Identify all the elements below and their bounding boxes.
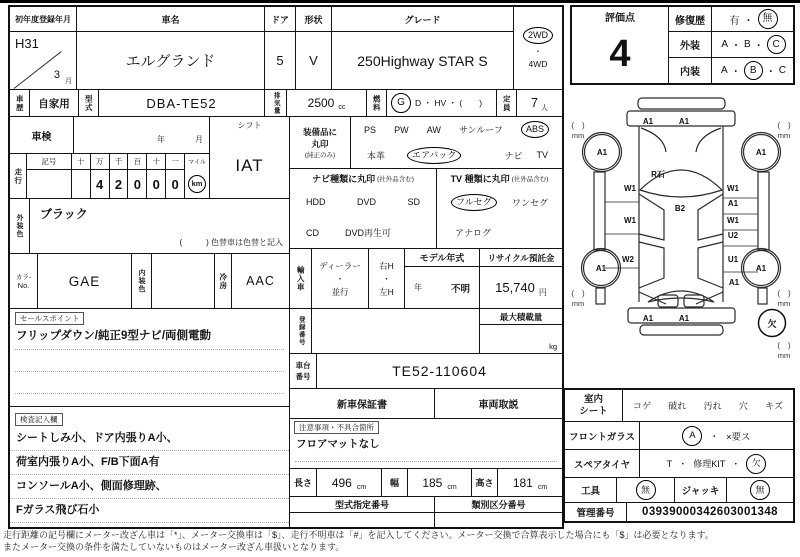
shaken-label: 車検 — [10, 117, 74, 154]
equipment-label-2: 丸印 — [311, 139, 329, 149]
history-value: 自家用 — [30, 90, 79, 117]
diagram-mark: W1 — [727, 184, 739, 193]
sales-point-cell — [10, 309, 290, 407]
aircon-label: 冷房 — [215, 254, 232, 309]
car-diagram-svg — [570, 90, 793, 385]
length-cell — [317, 469, 382, 497]
chassis-label-1: 車台 — [295, 361, 311, 370]
shaken-year-unit: 年 — [157, 135, 165, 144]
import-option: ディーラー — [319, 260, 361, 271]
recycle-cell — [480, 249, 562, 309]
drive-other: 4WD — [528, 59, 548, 69]
model-year-unit: 年 — [414, 283, 422, 292]
shape-label: 形状 — [296, 7, 331, 32]
diagram-mark: A1 — [642, 314, 654, 323]
diagram-mark: W2 — [622, 255, 634, 264]
front-glass-grade-circled: A — [682, 426, 702, 446]
diagram-mark: A1 — [755, 148, 767, 157]
diagram-mark: A1 — [755, 264, 767, 273]
displacement-value: 2500 — [307, 96, 335, 110]
seat-items — [623, 390, 793, 422]
tv-item: ワンセグ — [511, 197, 548, 208]
equipment-label-cell — [290, 117, 351, 169]
nav-item: HDD — [306, 197, 326, 208]
import-dealer-cell — [312, 249, 369, 309]
type-no-cell — [290, 497, 435, 527]
diagram-mark: U2 — [727, 231, 739, 240]
spare-tire-value — [640, 450, 793, 478]
nav-item: DVD再生可 — [345, 228, 392, 239]
grade-cell — [332, 7, 514, 90]
mileage-sign — [27, 170, 71, 198]
class-no-cell — [435, 497, 562, 527]
import-option: 並行 — [331, 286, 349, 297]
import-handle-cell — [369, 249, 405, 309]
dot: ・ — [335, 273, 345, 284]
fuel-cell — [387, 90, 497, 117]
model-year-value: 不明 — [450, 283, 470, 295]
model-year-label: モデル年式 — [405, 249, 479, 267]
recycle-value: 15,740 — [495, 280, 535, 295]
aircon-value: AAC — [232, 254, 290, 309]
handle-option: 右H — [379, 260, 394, 271]
color-no-label-2: No. — [17, 281, 30, 290]
diagram-mark: ( ) — [777, 121, 791, 130]
equipment-sub: (純正のみ) — [304, 152, 336, 159]
model-code-value: DBA-TE52 — [99, 90, 265, 117]
diagram-mark: ( ) — [777, 341, 791, 350]
notes-label: 注意事項・不具合箇所 — [294, 421, 379, 434]
tv-type-cell — [437, 169, 562, 249]
drive-selected: 2WD — [523, 27, 553, 44]
capacity-cell — [517, 90, 562, 117]
tools-label: 工具 — [565, 478, 617, 503]
spare-option: 修理KIT — [693, 459, 726, 469]
management-no-value: 03939000342603001348 — [642, 506, 778, 518]
mileage-digit: 0 — [152, 176, 160, 192]
seat-item: キズ — [765, 401, 783, 411]
spare-option: T — [666, 458, 673, 469]
mileage-col-header: 一 — [166, 154, 184, 170]
missing-part-mark: 欠 — [767, 319, 777, 329]
sales-point-label: セールスポイント — [15, 312, 84, 325]
seat-item: 破れ — [668, 401, 687, 411]
grade-option: B — [744, 39, 751, 50]
length-value: 496 — [331, 475, 352, 490]
management-no-label: 管理番号 — [565, 503, 627, 521]
dot: ・ — [709, 431, 719, 443]
model-code-label: 型式 — [79, 90, 99, 117]
equipment-item: サンルーフ — [458, 125, 503, 136]
inspection-line: 荷室内張りA小、F/B下面A有 — [10, 451, 289, 475]
condition-table — [563, 388, 795, 523]
repair-no-circled: 無 — [758, 9, 778, 29]
jack-label: ジャッキ — [675, 478, 727, 503]
mileage-col-header: 十 — [72, 154, 90, 170]
chassis-value: TE52-110604 — [317, 354, 562, 389]
evaluation-score: 4 — [609, 32, 631, 75]
nav-type-cell — [290, 169, 437, 249]
equipment-items-cell — [351, 117, 562, 169]
length-unit: cm — [356, 483, 367, 491]
diagram-mark: A1 — [595, 264, 607, 273]
shaken-value — [74, 117, 210, 154]
seat-label-1: 室内 — [583, 394, 603, 406]
mileage-digit: 2 — [114, 176, 123, 192]
car-name-value: エルグランド — [125, 53, 216, 70]
diagram-mark: A1 — [678, 314, 690, 323]
capacity-unit: 人 — [540, 104, 548, 112]
color-no-label — [10, 254, 38, 309]
chassis-label-2: 番号 — [295, 372, 311, 381]
seat-item: 汚れ — [703, 401, 722, 411]
mileage-digit: 0 — [133, 176, 141, 192]
history-label: 車歴 — [10, 90, 30, 117]
manual-cell: 車両取説 — [435, 389, 562, 419]
diagram-mark: U1 — [727, 255, 739, 264]
tv-header: TV 種類に丸印 — [450, 173, 510, 184]
jack-value-circled: 無 — [750, 480, 770, 500]
top-bar — [0, 0, 800, 3]
exterior-grade-circled: C — [767, 35, 786, 54]
diagram-mark: mm — [777, 351, 791, 360]
handle-option: 左H — [379, 286, 394, 297]
tv-item-circled: フルセグ — [451, 194, 497, 211]
diagram-mark: ( ) — [571, 121, 585, 130]
mileage-grid — [27, 154, 210, 199]
equipment-item: PW — [394, 124, 409, 135]
first-registration-label: 初年度登録年月 — [10, 7, 76, 32]
dot: ・ — [731, 459, 741, 469]
width-unit: cm — [447, 483, 457, 491]
tv-item: アナログ — [455, 228, 492, 239]
mileage-col-header: 千 — [110, 154, 128, 170]
tv-sub: (社外品含む) — [511, 175, 549, 183]
dot: ・ — [765, 67, 776, 78]
max-load-cell — [480, 309, 562, 354]
shift-value: IAT — [235, 155, 264, 175]
interior-grade-circled: B — [744, 61, 763, 80]
displacement-label: 排気量 — [265, 90, 287, 117]
repair-history-value — [712, 7, 795, 32]
exterior-grade-label: 外装 — [669, 32, 712, 58]
diagram-mark: A1 — [596, 148, 608, 157]
repair-history-label: 修復歴 — [669, 7, 712, 32]
warranty-cell: 新車保証書 — [290, 389, 435, 419]
height-label: 高さ — [472, 469, 498, 497]
footnote — [3, 529, 798, 553]
registration-no-value — [312, 309, 480, 354]
door-cell — [265, 7, 296, 90]
shape-cell — [296, 7, 332, 90]
diagram-mark: mm — [571, 299, 585, 308]
interior-color-value — [152, 254, 215, 309]
shape-value: V — [309, 53, 318, 68]
fuel-selected: G — [391, 93, 411, 113]
tools-value — [617, 478, 675, 503]
length-label: 長さ — [290, 469, 317, 497]
repair-yes: 有 — [729, 15, 740, 27]
width-label: 幅 — [382, 469, 408, 497]
diagram-mark: W1 — [624, 216, 636, 225]
diagram-mark: W1 — [624, 184, 636, 193]
notes-cell — [290, 419, 562, 469]
diagram-mark: A1 — [678, 117, 690, 126]
mileage-col-header: 記号 — [27, 154, 71, 170]
equipment-item: TV — [536, 150, 548, 161]
fuel-label: 燃料 — [367, 90, 387, 117]
equipment-label-1: 装備品に — [302, 127, 337, 137]
diagram-mark: A1 — [642, 117, 654, 126]
nav-header: ナビ種類に丸印 — [312, 173, 376, 184]
front-glass-label: フロントガラス — [565, 422, 640, 450]
mileage-digit: 0 — [171, 176, 179, 192]
height-value: 181 — [512, 475, 533, 490]
dot: ・ — [731, 41, 741, 52]
inspection-line: コンソールA小、側面修理跡、 — [10, 475, 289, 499]
dot: ・ — [730, 67, 741, 78]
capacity-value: 7 — [531, 96, 538, 110]
front-glass-rest: ×要ス — [725, 431, 751, 443]
ruled-line — [15, 349, 284, 350]
equipment-item: ナビ — [504, 150, 523, 161]
ruled-line — [15, 371, 284, 372]
diagram-mark: A1 — [727, 199, 739, 208]
shaken-month-unit: 月 — [195, 135, 203, 144]
seat-item: コゲ — [633, 401, 652, 411]
exterior-grade-value — [712, 32, 795, 58]
mileage-col-header: 十 — [147, 154, 165, 170]
car-name-cell — [77, 7, 265, 90]
height-unit: cm — [537, 483, 548, 491]
color-no-label-1: カラ- — [15, 274, 32, 281]
exterior-color-note: ( ) 色替車は色替と記入 — [179, 238, 283, 247]
width-cell — [408, 469, 472, 497]
displacement-unit: cc — [338, 103, 346, 111]
first-registration-cell — [10, 7, 77, 90]
equipment-item: PS — [364, 124, 377, 135]
import-label: 輸入車 — [290, 249, 312, 309]
interior-grade-label: 内装 — [669, 58, 712, 83]
interior-grade-value — [712, 58, 795, 83]
door-label: ドア — [265, 7, 295, 32]
front-glass-value — [640, 422, 793, 450]
diagram-mark: B2 — [674, 204, 686, 213]
inspection-line: シートしみ小、ドア内張りA小、 — [10, 427, 289, 451]
fuel-options: D ・ HV ・ ( ) — [415, 98, 483, 108]
nav-item: CD — [306, 227, 319, 238]
spare-tire-label: スペアタイヤ — [565, 450, 640, 478]
dot: ・ — [753, 41, 764, 52]
notes-text: フロアマットなし — [296, 438, 380, 450]
seat-label-2: シート — [579, 405, 608, 417]
diagram-mark: R石 — [651, 170, 665, 179]
mileage-label: 走行 — [10, 154, 27, 199]
diagram-mark: ( ) — [571, 289, 585, 298]
grade-option: C — [778, 65, 786, 76]
diagram-mark: W1 — [727, 216, 739, 225]
shift-label: シフト — [237, 120, 262, 130]
height-cell — [498, 469, 562, 497]
main-table — [8, 5, 564, 529]
seat-label — [565, 390, 623, 422]
evaluation-label: 評価点 — [605, 12, 635, 24]
recycle-unit: 円 — [538, 288, 547, 297]
nav-sub: (社外品含む) — [377, 175, 414, 183]
capacity-label: 定員 — [497, 90, 517, 117]
mileage-unit-km: km — [188, 175, 206, 193]
width-value: 185 — [422, 475, 443, 490]
inspection-label: 検査記入欄 — [15, 413, 63, 426]
diagram-mark: A1 — [728, 278, 740, 287]
interior-color-label: 内装色 — [132, 254, 152, 309]
seat-item: 穴 — [738, 401, 748, 411]
dot: ・ — [743, 15, 754, 27]
color-no-value: GAE — [38, 254, 132, 309]
grade-label: グレード — [332, 7, 513, 32]
max-load-unit: kg — [549, 342, 557, 351]
evaluation-table — [570, 5, 795, 85]
ruled-line — [15, 393, 284, 394]
equipment-item: AW — [426, 124, 441, 135]
equipment-item-circled: エアバック — [407, 147, 461, 164]
recycle-label: リサイクル預託金 — [480, 249, 562, 267]
exterior-color-cell — [30, 199, 290, 254]
mileage-digit: 4 — [95, 176, 104, 192]
registration-no-label: 登録番号 — [290, 309, 312, 354]
class-no-label: 類別区分番号 — [435, 497, 562, 513]
ruled-line — [295, 461, 557, 462]
first-registration-year: H31 — [15, 36, 39, 51]
nav-item: SD — [407, 197, 420, 208]
equipment-item-circled: ABS — [521, 121, 549, 138]
inspection-cell — [10, 407, 290, 527]
first-registration-month-unit: 月 — [65, 78, 72, 85]
dot: ・ — [678, 459, 688, 469]
diagram-mark: mm — [777, 299, 791, 308]
footnote-line-1: 走行距離の記号欄にメーター改ざん車は「*」、メーター交換車は「$」、走行不明車は「#」を記入してください。メーター交換で合算表示した場合にも「$」は必要となります。 — [3, 530, 714, 540]
chassis-label — [290, 354, 317, 389]
drive-type-cell — [514, 7, 562, 90]
tools-value-circled: 無 — [636, 480, 656, 500]
model-year-cell — [405, 249, 480, 309]
shift-cell — [210, 117, 290, 199]
first-registration-month: 3 — [53, 69, 60, 81]
evaluation-score-cell — [572, 7, 669, 83]
spare-missing-circled: 欠 — [746, 454, 766, 474]
inspection-line: Fガラス飛び石小 — [10, 499, 289, 523]
car-outline — [582, 98, 781, 335]
dot: ・ — [534, 47, 542, 56]
mileage-mile-label: マイル — [188, 160, 206, 166]
car-name-label: 車名 — [77, 7, 264, 32]
grade-option: A — [721, 65, 728, 76]
exterior-color-value: ブラック — [40, 207, 88, 221]
jack-value — [727, 478, 793, 503]
grade-value: 250Highway STAR S — [357, 52, 488, 69]
diagram-mark: ( ) — [777, 289, 791, 298]
door-value: 5 — [276, 53, 284, 68]
max-load-label: 最大積載量 — [480, 309, 562, 325]
displacement-cell — [287, 90, 367, 117]
sales-point-text: フリップダウン/純正9型ナビ/両側電動 — [16, 330, 212, 342]
diagram-mark: mm — [777, 131, 791, 140]
footnote-line-2: またメーター交換の条件を満たしていないものはメーター改ざん車扱いとなります。 — [3, 542, 345, 552]
equipment-item: 本革 — [367, 150, 386, 161]
mileage-digit — [72, 170, 90, 198]
exterior-color-label: 外装色 — [10, 199, 30, 254]
mileage-col-header: 万 — [91, 154, 109, 170]
nav-item: DVD — [356, 197, 376, 208]
grade-option: A — [721, 39, 728, 50]
type-no-label: 型式指定番号 — [290, 497, 434, 513]
diagram-mark: mm — [571, 131, 585, 140]
mileage-col-header: 百 — [128, 154, 146, 170]
dot: ・ — [382, 273, 391, 284]
